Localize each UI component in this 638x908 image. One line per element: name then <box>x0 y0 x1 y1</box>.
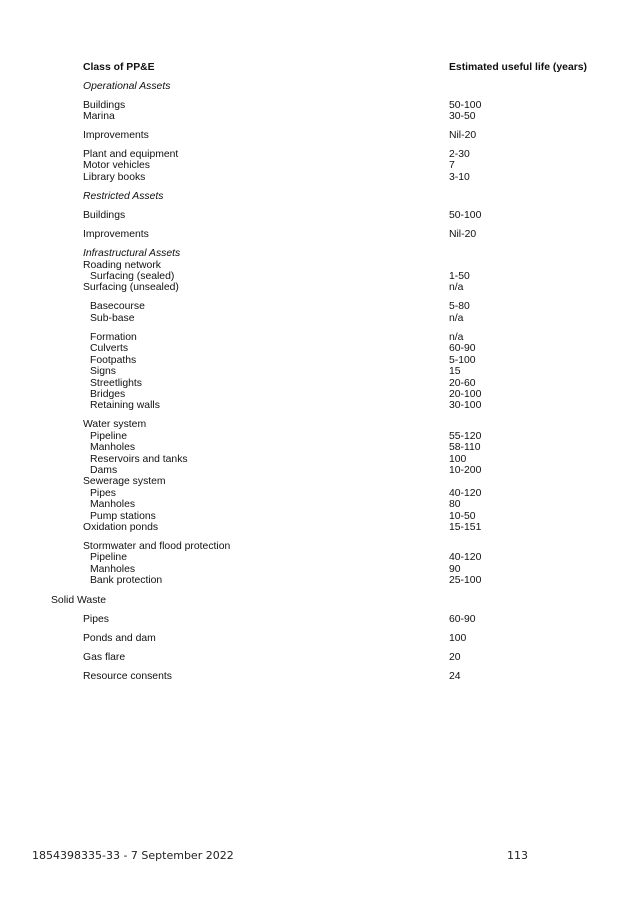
row-value: 5-80 <box>449 301 470 312</box>
row-value: 58-110 <box>449 442 481 453</box>
row-label: Footpaths <box>90 355 137 366</box>
row-value: 50-100 <box>449 100 482 111</box>
row-value: 20-60 <box>449 378 476 389</box>
row-label: Buildings <box>83 210 126 221</box>
row-value: n/a <box>449 332 464 343</box>
subgroup-heading: Sewerage system <box>83 476 166 487</box>
row-value: 80 <box>449 499 461 510</box>
row-value: 90 <box>449 564 461 575</box>
subgroup-heading: Roading network <box>83 260 161 271</box>
row-label: Ponds and dam <box>83 633 156 644</box>
row-label: Resource consents <box>83 671 172 682</box>
row-value: 20-100 <box>449 389 482 400</box>
row-label: Manholes <box>90 564 136 575</box>
section-heading-infrastructural: Infrastructural Assets <box>83 248 181 259</box>
row-value: 5-100 <box>449 355 476 366</box>
row-value: 15 <box>449 366 461 377</box>
row-value: 40-120 <box>449 488 482 499</box>
row-value: 100 <box>449 454 467 465</box>
row-label: Surfacing (unsealed) <box>83 282 179 293</box>
row-value: n/a <box>449 313 464 324</box>
section-heading-operational: Operational Assets <box>83 81 171 92</box>
row-label: Retaining walls <box>90 400 160 411</box>
row-value: 3-10 <box>449 172 470 183</box>
row-label: Reservoirs and tanks <box>90 454 188 465</box>
row-label: Pipeline <box>90 552 127 563</box>
section-heading-restricted: Restricted Assets <box>83 191 164 202</box>
section-heading-solid-waste: Solid Waste <box>51 595 107 606</box>
row-value: Nil-20 <box>449 229 477 240</box>
row-value: n/a <box>449 282 464 293</box>
row-value: 60-90 <box>449 343 476 354</box>
row-label: Surfacing (sealed) <box>90 271 175 282</box>
row-label: Motor vehicles <box>83 160 150 171</box>
row-label: Buildings <box>83 100 126 111</box>
row-label: Bridges <box>90 389 126 400</box>
row-label: Manholes <box>90 442 136 453</box>
row-value: Nil-20 <box>449 130 477 141</box>
column-header-useful-life: Estimated useful life (years) <box>449 62 588 73</box>
subgroup-heading: Stormwater and flood protection <box>83 541 231 552</box>
row-label: Improvements <box>83 229 149 240</box>
row-value: 50-100 <box>449 210 482 221</box>
row-value: 7 <box>449 160 455 171</box>
row-label: Marina <box>83 111 115 122</box>
row-value: 30-100 <box>449 400 482 411</box>
row-value: 15-151 <box>449 522 482 533</box>
page-number: 113 <box>507 849 528 862</box>
row-value: 60-90 <box>449 614 476 625</box>
row-label: Pump stations <box>90 511 156 522</box>
row-label: Pipes <box>90 488 116 499</box>
row-label: Gas flare <box>83 652 126 663</box>
row-label: Improvements <box>83 130 149 141</box>
row-label: Streetlights <box>90 378 142 389</box>
row-value: 20 <box>449 652 461 663</box>
row-value: 55-120 <box>449 431 482 442</box>
row-label: Manholes <box>90 499 136 510</box>
row-label: Oxidation ponds <box>83 522 159 533</box>
row-value: 100 <box>449 633 467 644</box>
row-label: Basecourse <box>90 301 145 312</box>
row-label: Formation <box>90 332 137 343</box>
row-value: 2-30 <box>449 149 470 160</box>
row-label: Dams <box>90 465 118 476</box>
row-value: 10-50 <box>449 511 476 522</box>
row-label: Pipes <box>83 614 109 625</box>
row-label: Signs <box>90 366 116 377</box>
row-label: Culverts <box>90 343 129 354</box>
row-value: 40-120 <box>449 552 482 563</box>
footer-document-reference: 1854398335-33 - 7 September 2022 <box>32 849 234 862</box>
subgroup-heading: Water system <box>83 419 147 430</box>
row-label: Sub-base <box>90 313 135 324</box>
row-label: Pipeline <box>90 431 127 442</box>
row-label: Bank protection <box>90 575 163 586</box>
row-value: 30-50 <box>449 111 476 122</box>
row-label: Library books <box>83 172 146 183</box>
column-header-class: Class of PP&E <box>83 62 155 73</box>
row-value: 1-50 <box>449 271 470 282</box>
row-value: 10-200 <box>449 465 482 476</box>
row-value: 25-100 <box>449 575 482 586</box>
row-value: 24 <box>449 671 461 682</box>
row-label: Plant and equipment <box>83 149 179 160</box>
